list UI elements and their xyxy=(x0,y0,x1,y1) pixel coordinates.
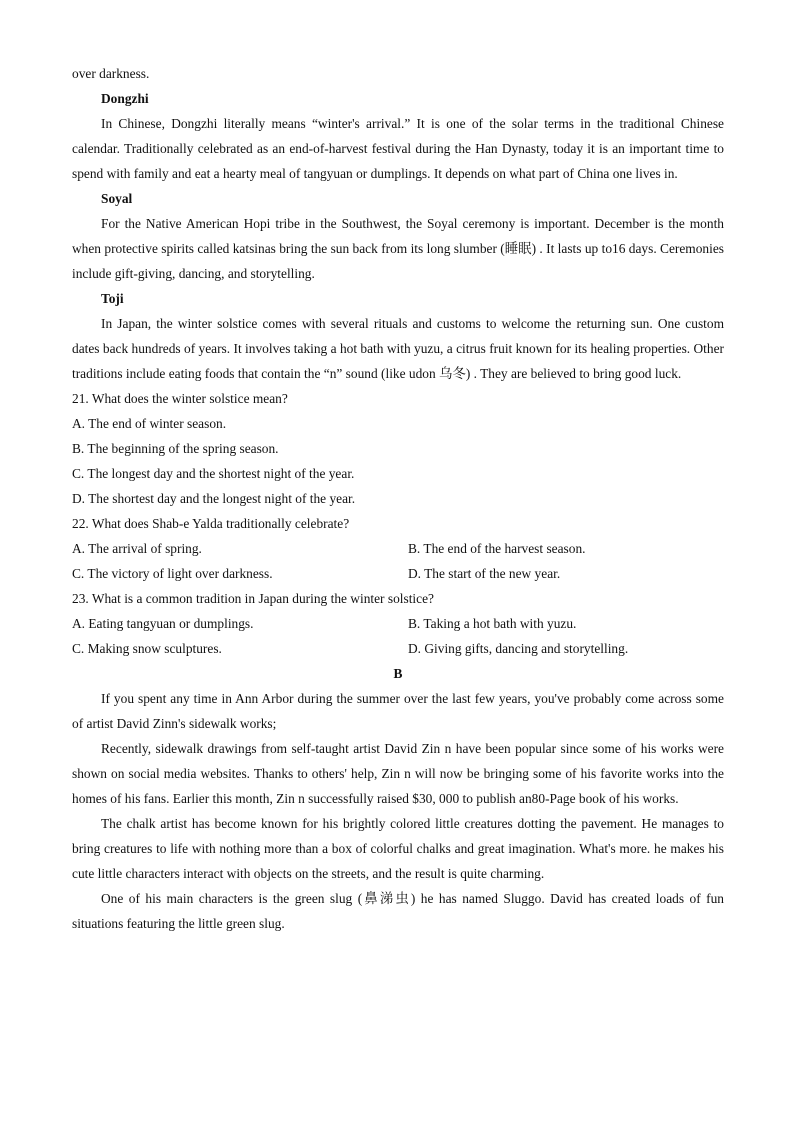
question-23-option-a: A. Eating tangyuan or dumplings. xyxy=(72,616,254,631)
passage-b-paragraph-1: If you spent any time in Ann Arbor during the summer over the last few years, you've probably come across some of artist David Zinn's sidewalk works; xyxy=(72,691,724,731)
question-23-option-c: C. Making snow sculptures. xyxy=(72,641,222,656)
question-22-option-c: C. The victory of light over darkness. xyxy=(72,566,273,581)
question-23-options-row-2 xyxy=(72,636,724,661)
question-22-option-d: D. The start of the new year. xyxy=(408,566,561,581)
section-body-soyal: For the Native American Hopi tribe in the Southwest, the Soyal ceremony is important. December is the month when protective spirits called katsinas bring the sun back from its long slumber (睡眠) . It lasts up to16 days. Ceremonies include gift-giving, dancing, and storytelling. xyxy=(72,216,724,281)
exam-page xyxy=(72,61,724,936)
section-title-soyal: Soyal xyxy=(101,191,133,206)
question-21-option-b: B. The beginning of the spring season. xyxy=(72,441,279,456)
question-21-stem: 21. What does the winter solstice mean? xyxy=(72,391,288,406)
section-title-toji: Toji xyxy=(101,291,124,306)
question-23-option-d: D. Giving gifts, dancing and storytelling. xyxy=(408,641,629,656)
question-22-stem: 22. What does Shab-e Yalda traditionally celebrate? xyxy=(72,516,350,531)
section-body-dongzhi: In Chinese, Dongzhi literally means “winter's arrival.” It is one of the solar terms in the traditional Chinese calendar. Traditionally celebrated as an end-of-harvest festival during the Han Dynasty, today it is an important time to spend with family and eat a hearty meal of tangyuan or dumplings. It depends on what part of China one lives in. xyxy=(72,116,724,181)
section-title-dongzhi: Dongzhi xyxy=(101,91,149,106)
question-21-option-c: C. The longest day and the shortest night of the year. xyxy=(72,466,355,481)
question-22-option-b: B. The end of the harvest season. xyxy=(408,541,586,556)
question-23-options-row-1 xyxy=(72,611,724,636)
question-23-stem: 23. What is a common tradition in Japan during the winter solstice? xyxy=(72,591,434,606)
question-21-option-d: D. The shortest day and the longest night of the year. xyxy=(72,491,356,506)
passage-b-paragraph-4: One of his main characters is the green slug (鼻涕虫) he has named Sluggo. David has created loads of fun situations featuring the little green slug. xyxy=(72,891,724,931)
question-23-option-b: B. Taking a hot bath with yuzu. xyxy=(408,616,577,631)
section-body-toji: In Japan, the winter solstice comes with several rituals and customs to welcome the returning sun. One custom dates back hundreds of years. It involves taking a hot bath with yuzu, a citrus fruit known for its healing properties. Other traditions include eating foods that contain the “n” sound (like udon 乌冬) . They are believed to bring good luck. xyxy=(72,316,724,381)
passage-b-paragraph-2: Recently, sidewalk drawings from self-taught artist David Zin n have been popular since some of his works were shown on social media websites. Thanks to others' help, Zin n will now be bringing some of his favorite works into the homes of his fans. Earlier this month, Zin n successfully raised $30, 000 to publish an80-Page book of his works. xyxy=(72,741,724,806)
passage-b-paragraph-3: The chalk artist has become known for his brightly colored little creatures dotting the pavement. He manages to bring creatures to life with nothing more than a box of colorful chalks and great imagination. What's more. he makes his cute little characters interact with objects on the streets, and the result is quite charming. xyxy=(72,816,724,881)
question-22-options-row-2 xyxy=(72,561,724,586)
question-22-option-a: A. The arrival of spring. xyxy=(72,541,202,556)
passage-b-label: B xyxy=(393,666,403,681)
question-21-option-a: A. The end of winter season. xyxy=(72,416,227,431)
question-22-options-row-1 xyxy=(72,536,724,561)
passage-a-continuation: over darkness. xyxy=(72,66,150,81)
